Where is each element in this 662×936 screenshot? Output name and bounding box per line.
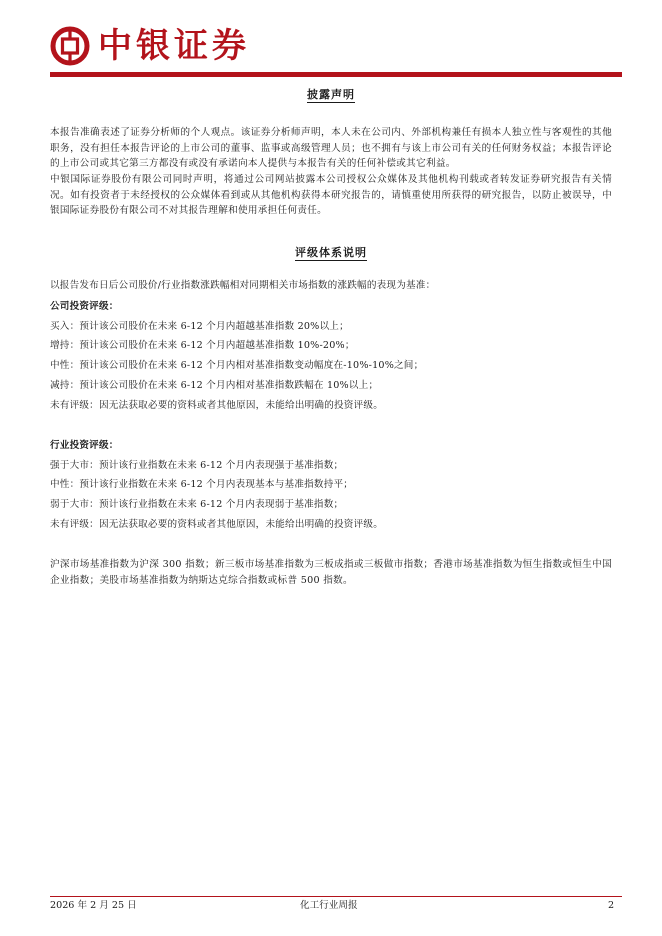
benchmark-note: 沪深市场基准指数为沪深 300 指数；新三板市场基准指数为三板成指或三板做市指数；香港市场基准指数为恒生指数或恒生中国企业指数；美股市场基准指数为纳斯达克综合指数或标普 500 指数。 xyxy=(50,559,612,586)
brand-name: 中银证券 xyxy=(98,26,250,66)
footer-rule xyxy=(50,896,622,897)
bank-of-china-logo-icon xyxy=(50,26,90,66)
company-rating-heading: 公司投资评级： xyxy=(50,301,119,312)
disclosure-paragraph-1: 本报告准确表述了证券分析师的个人观点。该证券分析师声明，本人未在公司内、外部机构兼任有损本人独立性与客观性的其他职务，没有担任本报告评论的上市公司的董事、监事或高级管理人员；也不拥有与该上市公司有关的任何财务权益；本报告评论的上市公司或其它第三方都没有或没有承诺向本人提供与本报告有关的任何补偿或其它利益。 xyxy=(50,127,612,169)
company-rating-item: 增持：预计该公司股价在未来 6-12 个月内超越基准指数 10%-20%； xyxy=(50,340,355,351)
company-rating-item: 中性：预计该公司股价在未来 6-12 个月内相对基准指数变动幅度在-10%-10%之间； xyxy=(50,360,424,371)
page-number: 2 xyxy=(608,900,615,911)
industry-rating-item: 弱于大市：预计该行业指数在未来 6-12 个月内表现弱于基准指数； xyxy=(50,499,344,510)
footer-date: 2026 年 2 月 25 日 xyxy=(50,900,137,911)
industry-rating-heading: 行业投资评级： xyxy=(50,440,119,451)
industry-rating-item: 中性：预计该行业指数在未来 6-12 个月内表现基本与基准指数持平； xyxy=(50,479,354,490)
header-rule xyxy=(50,72,622,77)
page-header xyxy=(50,22,622,76)
industry-rating-item: 强于大市：预计该行业指数在未来 6-12 个月内表现强于基准指数； xyxy=(50,460,344,471)
footer-report-name: 化工行业周报 xyxy=(300,900,358,911)
company-rating-item: 未有评级：因无法获取必要的资料或者其他原因，未能给出明确的投资评级。 xyxy=(50,400,383,411)
industry-rating-item: 未有评级：因无法获取必要的资料或者其他原因，未能给出明确的投资评级。 xyxy=(50,519,383,530)
rating-intro: 以报告发布日后公司股价/行业指数涨跌幅相对同期相关市场指数的涨跌幅的表现为基准： xyxy=(50,280,436,291)
disclosure-paragraph-2: 中银国际证券股份有限公司同时声明，将通过公司网站披露本公司授权公众媒体及其他机构刊载或者转发证券研究报告有关情况。如有投资者于未经授权的公众媒体看到或从其他机构获得本研究报告的，请慎重使用所获得的研究报告，以防止被误导，中银国际证券股份有限公司不对其报告理解和使用承担任何责任。 xyxy=(50,174,612,216)
disclosure-title: 披露声明 xyxy=(307,88,355,101)
company-rating-item: 买入：预计该公司股价在未来 6-12 个月内超越基准指数 20%以上； xyxy=(50,321,349,332)
rating-title: 评级体系说明 xyxy=(295,246,367,259)
company-rating-item: 减持：预计该公司股价在未来 6-12 个月内相对基准指数跌幅在 10%以上； xyxy=(50,380,379,391)
